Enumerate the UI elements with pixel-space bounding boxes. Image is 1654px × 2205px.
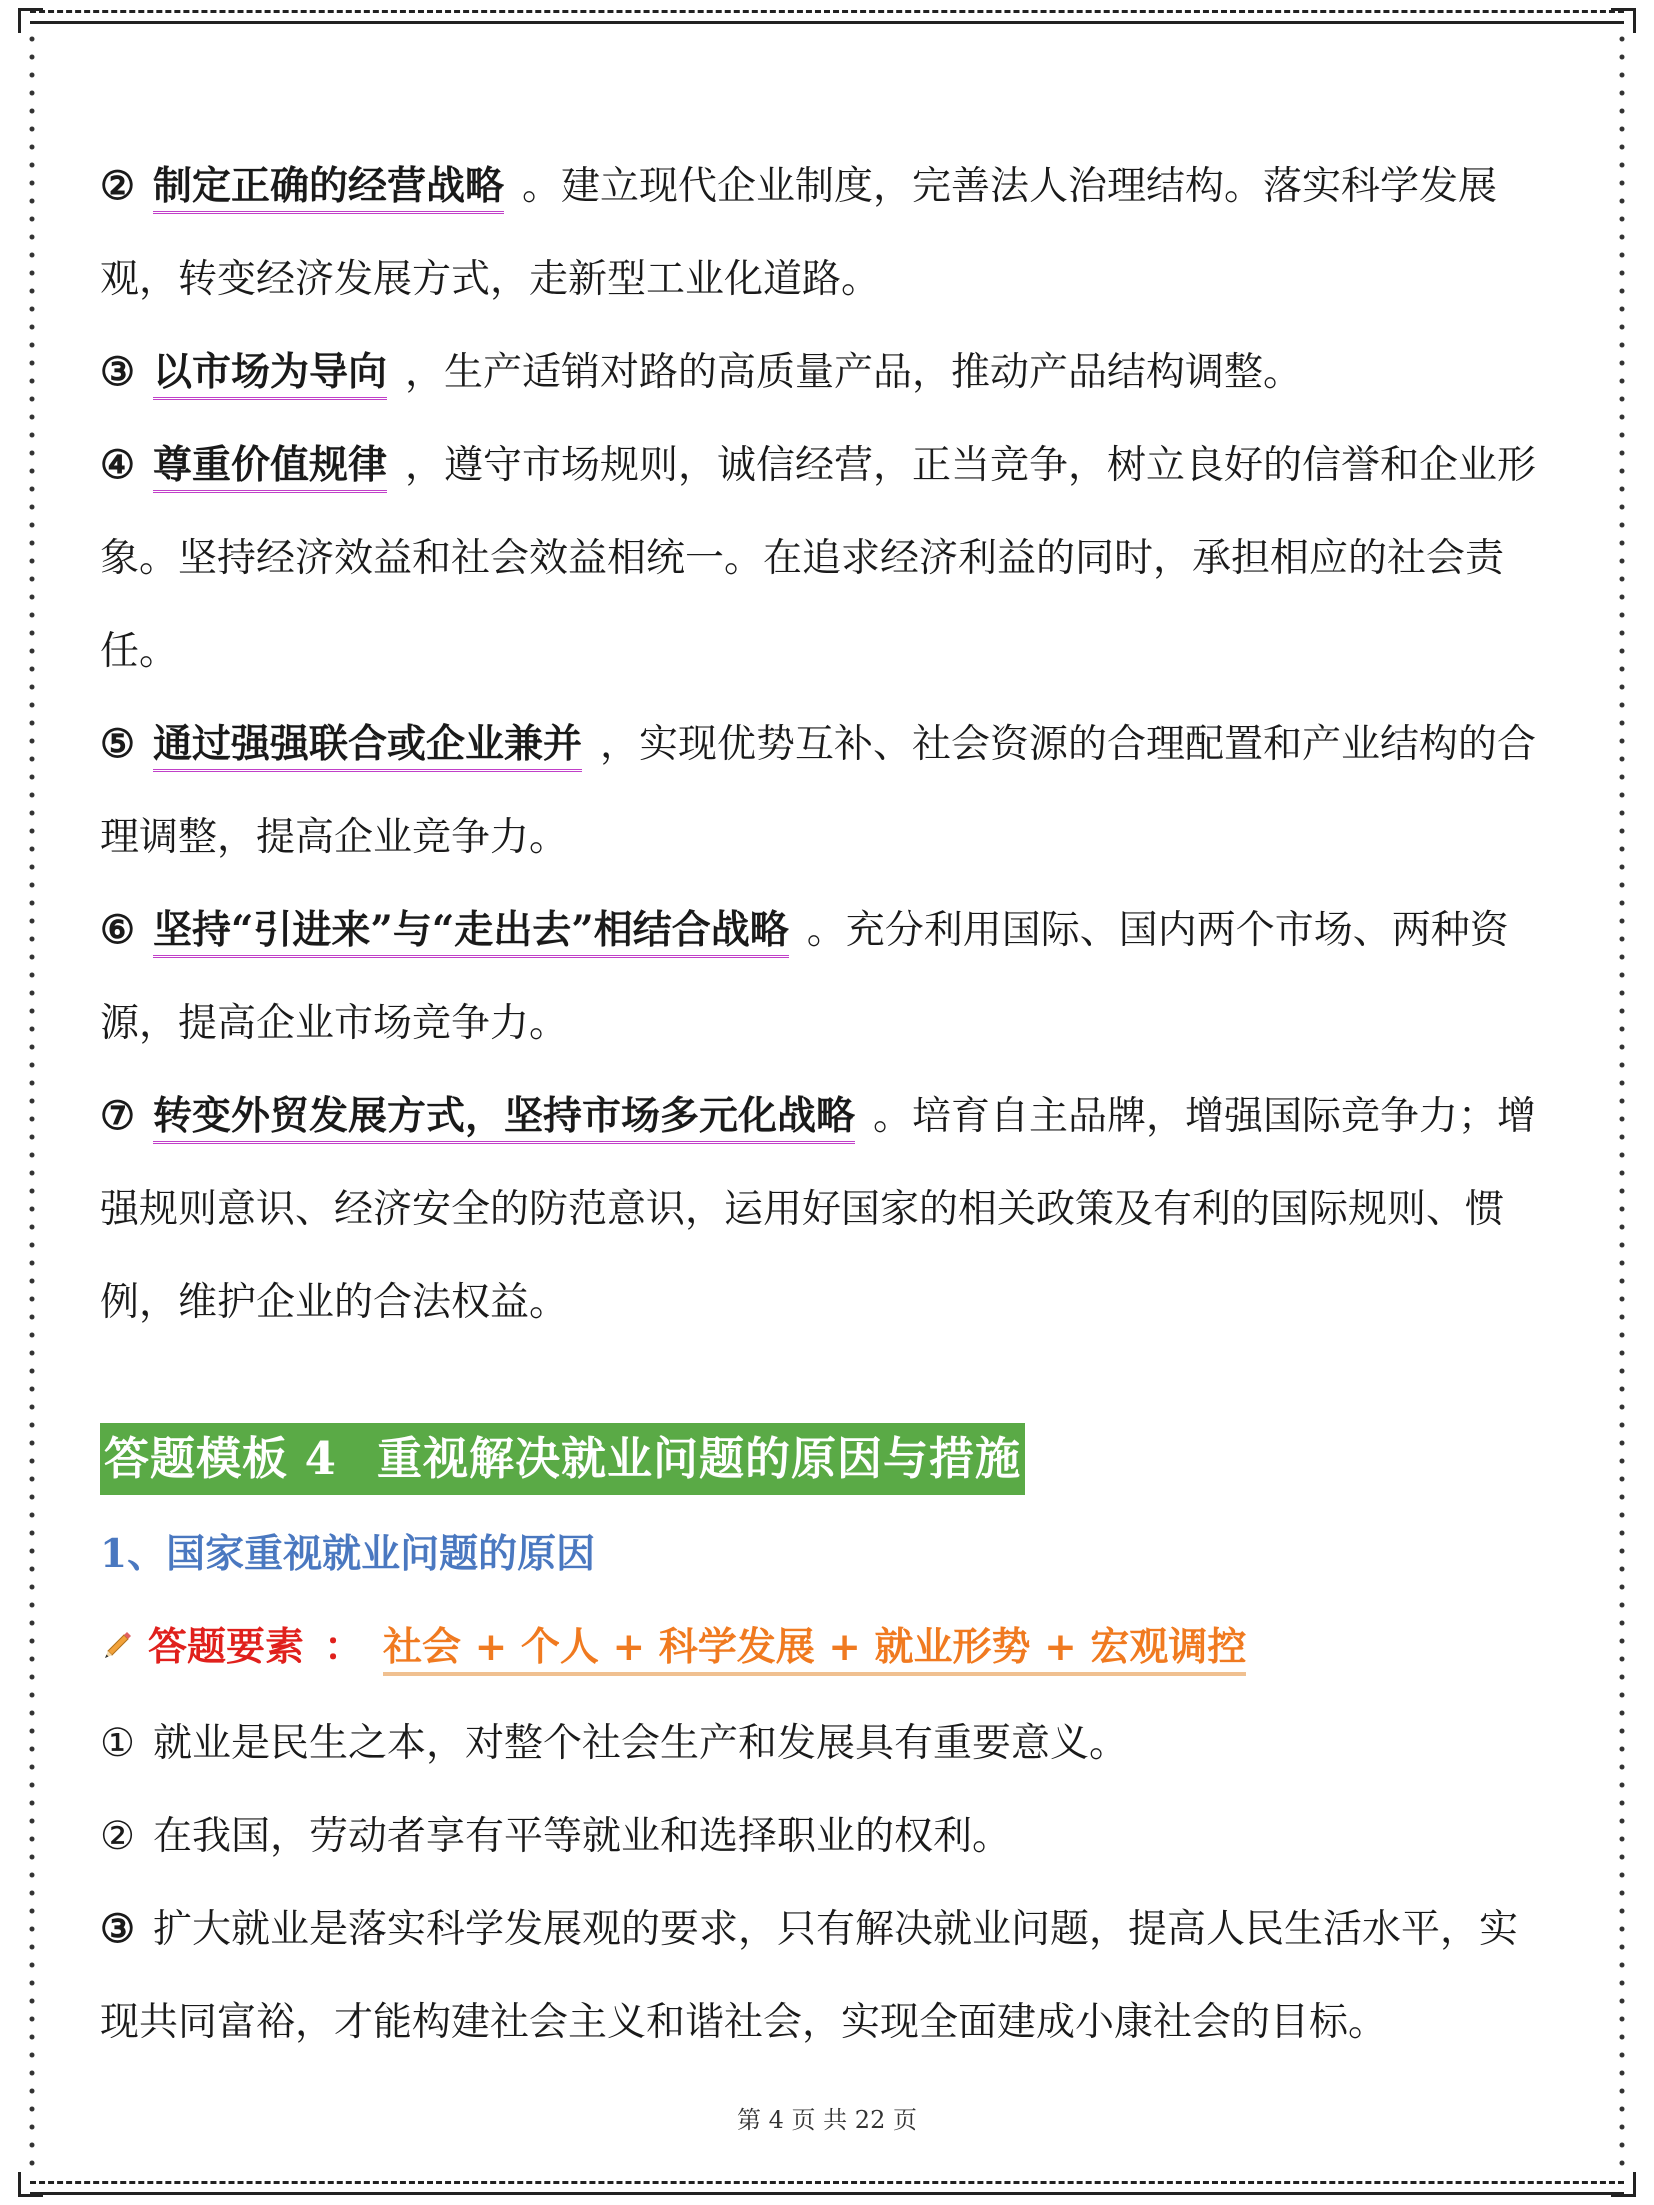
border-corner — [1611, 8, 1636, 33]
item-text: 。培育自主品牌，增强国际竞争力；增强规则意识、经济安全的防范意识，运用好国家的相关政策及有利的国际规则、惯例，维护企业的合法权益。 — [100, 1094, 1536, 1325]
answer-elements — [100, 1601, 1540, 1697]
document-body — [100, 140, 1540, 2069]
item-keyword: 尊重价值规律 — [153, 442, 387, 493]
elements-label: 答题要素 — [148, 1624, 305, 1670]
item-text: 在我国，劳动者享有平等就业和选择职业的权利。 — [152, 1813, 1011, 1859]
page-border-left — [24, 30, 40, 2175]
item-keyword: 以市场为导向 — [153, 349, 387, 400]
list-item — [100, 326, 1540, 419]
list-item — [100, 884, 1540, 1070]
list-item — [100, 1790, 1540, 1883]
item-text: 就业是民生之本，对整个社会生产和发展具有重要意义。 — [152, 1720, 1128, 1766]
item-text: 。建立现代企业制度，完善法人治理结构。落实科学发展观，转变经济发展方式，走新型工业化道路。 — [100, 164, 1497, 302]
item-number: ③ — [100, 1905, 135, 1952]
item-number: ③ — [100, 349, 135, 395]
page-border-right — [1614, 30, 1630, 2175]
list-item — [100, 698, 1540, 884]
section-spacer — [100, 1349, 1540, 1389]
page-footer: 第 4 页 共 22 页 — [737, 2106, 917, 2134]
page-border-top — [30, 10, 1624, 24]
item-text: ，遵守市场规则，诚信经营，正当竞争，树立良好的信誉和企业形象。坚持经济效益和社会效益相统一。在追求经济利益的同时，承担相应的社会责任。 — [100, 443, 1536, 674]
item-text: ，实现优势互补、社会资源的合理配置和产业结构的合理调整，提高企业竞争力。 — [100, 722, 1536, 860]
item-keyword: 转变外贸发展方式，坚持市场多元化战略 — [153, 1093, 855, 1144]
item-number: ⑤ — [100, 721, 135, 767]
item-number: ④ — [100, 442, 135, 488]
list-item — [100, 1697, 1540, 1790]
item-keyword: 制定正确的经营战略 — [153, 163, 504, 214]
section-title-text: 重视解决就业问题的原因与措施 — [376, 1432, 1021, 1485]
border-corner — [18, 2172, 43, 2197]
subheading: 1、国家重视就业问题的原因 — [100, 1531, 596, 1577]
elements-value: 社会 + 个人 + 科学发展 + 就业形势 + 宏观调控 — [383, 1624, 1246, 1676]
item-number: ⑥ — [100, 907, 135, 953]
elements-colon: ： — [324, 1624, 364, 1670]
pencil-icon — [100, 1604, 136, 1697]
item-text: ，生产适销对路的高质量产品，推动产品结构调整。 — [404, 350, 1302, 395]
item-number: ① — [100, 1720, 135, 1766]
border-corner — [18, 8, 43, 33]
border-corner — [1611, 2172, 1636, 2197]
section-heading — [100, 1423, 1025, 1495]
list-item — [100, 1883, 1540, 2069]
item-text: 扩大就业是落实科学发展观的要求，只有解决就业问题，提高人民生活水平，实现共同富裕，才能构建社会主义和谐社会，实现全面建成小康社会的目标。 — [100, 1906, 1518, 2045]
item-number: ⑦ — [100, 1093, 135, 1139]
list-item — [100, 1070, 1540, 1349]
list-item — [100, 140, 1540, 326]
item-text: 。充分利用国际、国内两个市场、两种资源，提高企业市场竞争力。 — [100, 908, 1509, 1046]
page-border-bottom — [30, 2181, 1624, 2195]
section-label: 答题模板 4 — [104, 1432, 337, 1485]
item-number: ② — [100, 163, 135, 209]
item-keyword: 通过强强联合或企业兼并 — [153, 721, 582, 772]
list-item — [100, 419, 1540, 698]
item-keyword: 坚持“引进来”与“走出去”相结合战略 — [153, 907, 789, 958]
item-number: ② — [100, 1813, 135, 1859]
